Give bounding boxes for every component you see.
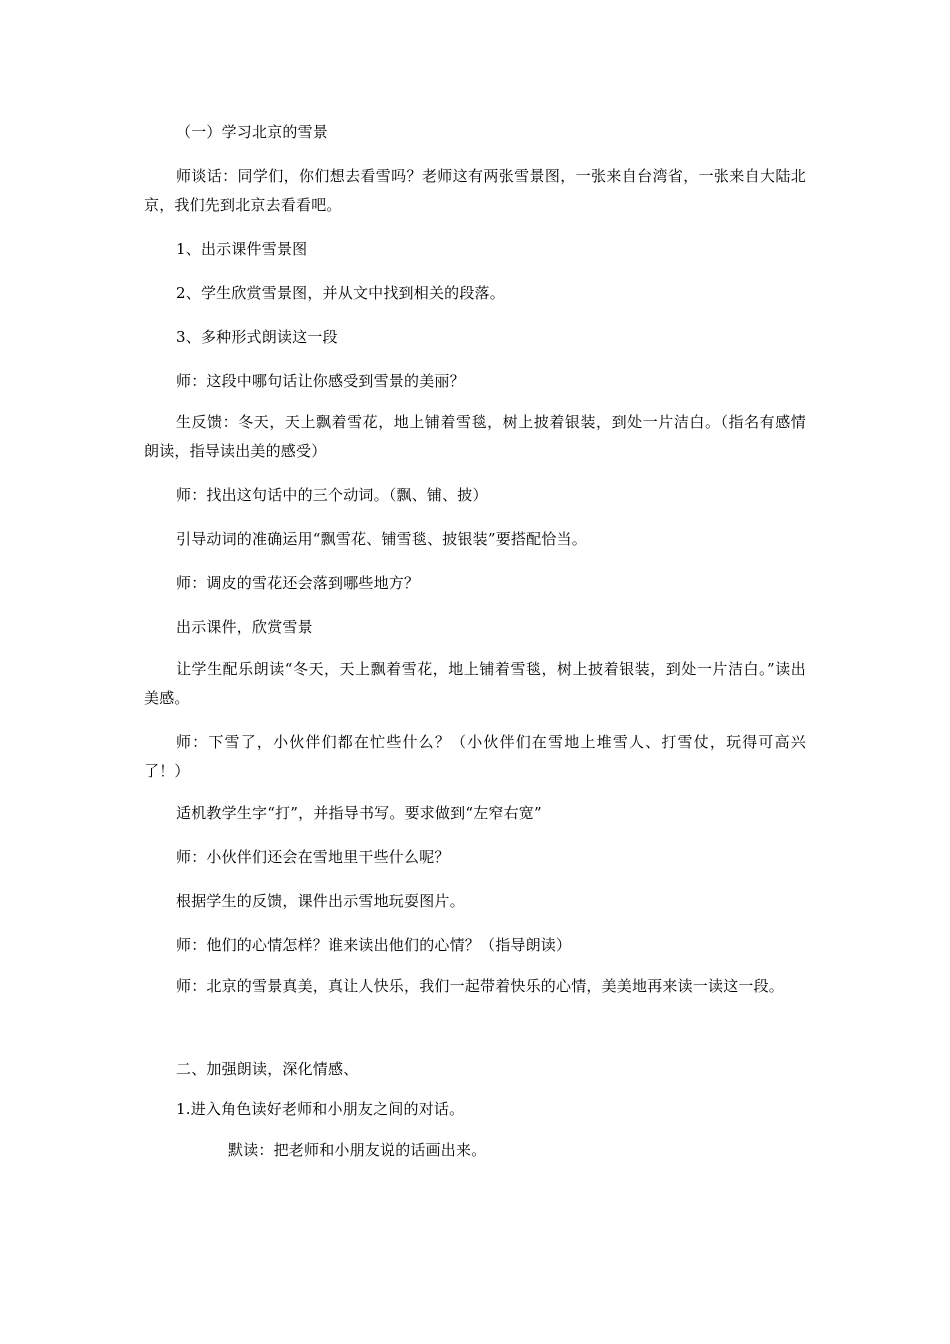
- paragraph: 生反馈：冬天，天上飘着雪花，地上铺着雪毯，树上披着银装，到处一片洁白。（指名有感情朗读，指导读出美的感受）: [144, 413, 806, 460]
- paragraph: 默读：把老师和小朋友说的话画出来。: [228, 1141, 487, 1159]
- paragraph: 师：小伙伴们还会在雪地里干些什么呢？: [176, 848, 450, 866]
- paragraph: 师：调皮的雪花还会落到哪些地方？: [176, 574, 420, 592]
- section-heading: （一）学习北京的雪景: [176, 123, 329, 141]
- paragraph: 师：找出这句话中的三个动词。（飘、铺、披）: [176, 486, 488, 504]
- paragraph: 让学生配乐朗读“冬天，天上飘着雪花，地上铺着雪毯，树上披着银装，到处一片洁白。”读出美感。: [144, 660, 806, 707]
- paragraph: 师：下雪了，小伙伴们都在忙些什么？（小伙伴们在雪地上堆雪人、打雪仗，玩得可高兴了！）: [144, 733, 806, 780]
- paragraph: 出示课件，欣赏雪景: [176, 618, 313, 636]
- paragraph: 适机教学生字“打”，并指导书写。要求做到“左窄右宽”: [176, 804, 542, 822]
- paragraph: 师：这段中哪句话让你感受到雪景的美丽？: [176, 372, 465, 390]
- paragraph: 1.进入角色读好老师和小朋友之间的对话。: [176, 1100, 465, 1118]
- paragraph: 1、出示课件雪景图: [176, 240, 308, 258]
- paragraph: 根据学生的反馈，课件出示雪地玩耍图片。: [176, 892, 465, 910]
- paragraph: 师：北京的雪景真美，真让人快乐，我们一起带着快乐的心情，美美地再来读一读这一段。: [176, 977, 785, 995]
- paragraph: 引导动词的准确运用“飘雪花、铺雪毯、披银装”要搭配恰当。: [176, 530, 587, 548]
- paragraph: 师：他们的心情怎样？谁来读出他们的心情？（指导朗读）: [176, 936, 572, 954]
- paragraph: 师谈话：同学们，你们想去看雪吗？老师这有两张雪景图，一张来自台湾省，一张来自大陆北京，我们先到北京去看看吧。: [144, 167, 806, 214]
- paragraph: 2、学生欣赏雪景图，并从文中找到相关的段落。: [176, 284, 505, 302]
- paragraph: 3、多种形式朗读这一段: [176, 328, 338, 346]
- section-heading: 二、加强朗读，深化情感、: [176, 1060, 359, 1078]
